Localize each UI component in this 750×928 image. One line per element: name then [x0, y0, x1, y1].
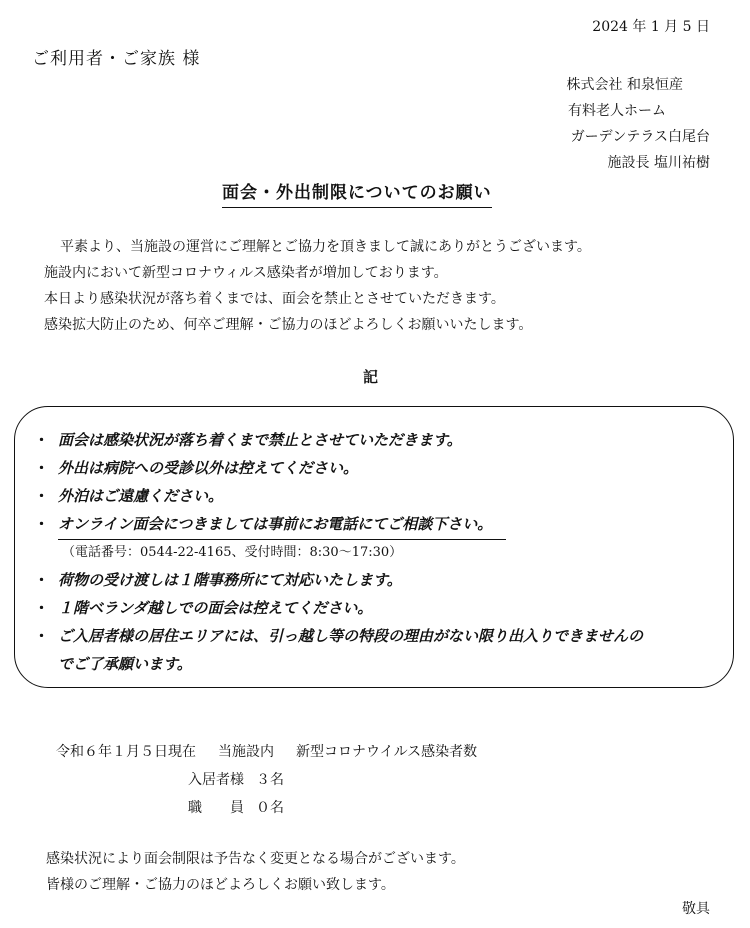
notice-text: 外泊はご遠慮ください。	[58, 487, 224, 505]
residents-count: ３名	[256, 772, 284, 788]
sender-block	[0, 72, 710, 176]
stats-heading	[56, 738, 477, 766]
notice-item	[34, 426, 643, 454]
notice-item	[34, 594, 643, 622]
bullet-icon: ・	[34, 571, 50, 589]
staff-count: ０名	[256, 800, 284, 816]
notice-item	[34, 454, 643, 482]
notice-text: ご入居者様の居住エリアには、引っ越し等の特段の理由がない限り出入りできませんの	[58, 627, 644, 645]
bullet-icon: ・	[34, 627, 50, 645]
notice-item	[34, 510, 643, 540]
intro-line: 本日より感染状況が落ち着くまでは、面会を禁止とさせていただきます。	[44, 291, 505, 307]
bullet-icon: ・	[34, 515, 50, 533]
keigu: 敬具	[682, 901, 710, 917]
stats-residents	[56, 766, 477, 794]
sender-facility-type: 有料老人ホーム	[568, 103, 666, 119]
notice-text: １階ベランダ越しでの面会は控えてください。	[58, 599, 373, 617]
bullet-icon: ・	[34, 459, 50, 477]
notice-text-continued: でご了承願います。	[58, 655, 192, 673]
intro-line: 平素より、当施設の運営にご理解とご協力を頂きまして誠にありがとうございます。	[60, 239, 591, 255]
sender-company: 株式会社 和泉恒産	[566, 77, 683, 93]
infection-stats	[56, 738, 477, 822]
intro-line: 感染拡大防止のため、何卒ご理解・ご協力のほどよろしくお願いいたします。	[44, 317, 533, 333]
sender-facility-name: ガーデンテラス白尾台	[570, 129, 710, 145]
notice-text: 面会は感染状況が落ち着くまで禁止とさせていただきます。	[58, 431, 462, 449]
recipient: ご利用者・ご家族 様	[32, 49, 201, 69]
stats-place: 当施設内	[218, 744, 274, 760]
residents-label: 入居者様	[188, 772, 244, 788]
stats-label: 新型コロナウイルス感染者数	[296, 744, 478, 760]
notice-text: 荷物の受け渡しは１階事務所にて対応いたします。	[58, 571, 402, 589]
closing-line: 感染状況により面会制限は予告なく変更となる場合がございます。	[46, 851, 465, 867]
stats-staff	[56, 794, 477, 822]
notice-item	[34, 622, 643, 650]
stats-date: 令和６年１月５日現在	[56, 744, 196, 760]
notice-item	[34, 482, 643, 510]
notice-text: 外出は病院への受診以外は控えてください。	[58, 459, 359, 477]
intro-paragraph	[44, 234, 591, 338]
notice-list	[34, 426, 643, 678]
bullet-icon: ・	[34, 431, 50, 449]
notice-text-online: オンライン面会につきましては事前にお電話にてご相談下さい。	[58, 510, 506, 540]
sender-director: 施設長 塩川祐樹	[607, 155, 710, 171]
document-date: 2024 年 1 月 5 日	[592, 19, 710, 35]
staff-label: 職 員	[188, 800, 244, 816]
bullet-icon: ・	[34, 599, 50, 617]
closing-line: 皆様のご理解・ご協力のほどよろしくお願い致します。	[46, 877, 395, 893]
document-title: 面会・外出制限についてのお願い	[222, 178, 492, 208]
intro-line: 施設内において新型コロナウィルス感染者が増加しております。	[44, 265, 448, 281]
bullet-icon: ・	[34, 487, 50, 505]
ki-heading: 記	[363, 368, 379, 386]
notice-item	[34, 566, 643, 594]
phone-info: （電話番号：0544-22-4165、受付時間：8:30～17:30）	[62, 545, 403, 560]
closing-paragraph	[46, 846, 465, 898]
